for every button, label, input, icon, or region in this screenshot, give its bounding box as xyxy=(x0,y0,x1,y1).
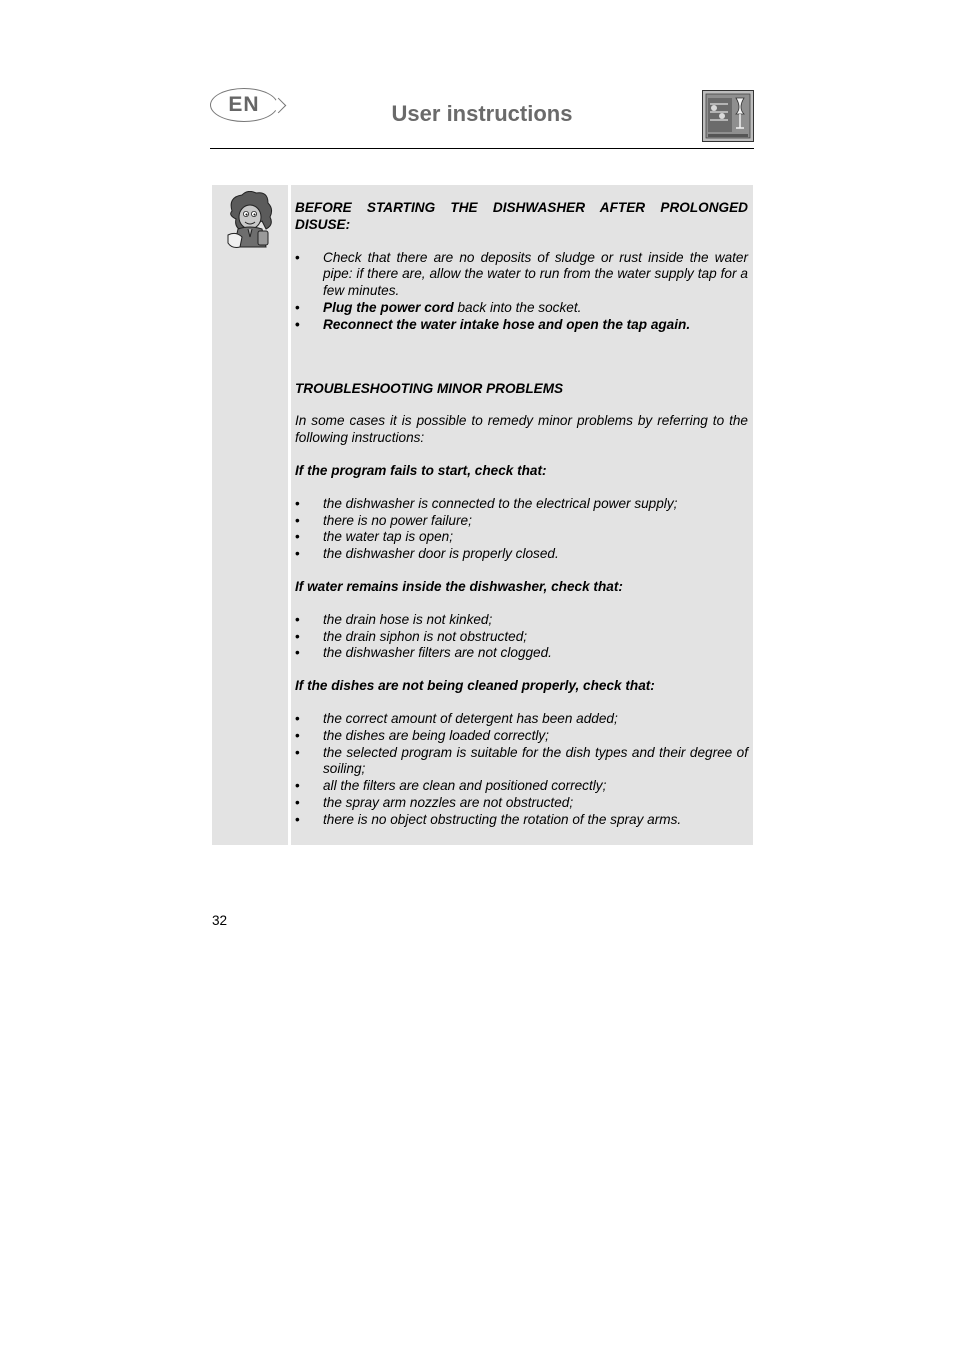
list-item: • Check that there are no deposits of sludge or rust inside the water pipe: if there are, allow the water to run from the water supply tap for a few minutes. xyxy=(295,250,748,300)
page-header xyxy=(210,88,754,148)
content-box xyxy=(212,185,753,845)
list-item: • there is no power failure; xyxy=(295,513,748,530)
section-title-troubleshooting: TROUBLESHOOTING MINOR PROBLEMS xyxy=(295,380,564,396)
list-item: • the dishes are being loaded correctly; xyxy=(295,728,748,745)
list-item: • Plug the power cord back into the socket. xyxy=(295,300,748,317)
language-code: EN xyxy=(228,93,260,116)
mascot-icon xyxy=(222,191,278,253)
list-item: • the drain siphon is not obstructed; xyxy=(295,629,748,646)
disuse-list xyxy=(295,250,748,334)
column-divider xyxy=(288,185,291,845)
page-title: User instructions xyxy=(391,101,573,126)
list-item: • all the filters are clean and positioned correctly; xyxy=(295,778,748,795)
dishwasher-icon xyxy=(702,90,754,142)
start-checks-list xyxy=(295,496,748,563)
list-item: • the selected program is suitable for the dish types and their degree of soiling; xyxy=(295,745,748,779)
group-heading-cleaning: If the dishes are not being cleaned properly, check that: xyxy=(295,678,655,694)
group-heading-start: If the program fails to start, check that: xyxy=(295,462,547,478)
sidebar-column xyxy=(212,185,288,845)
section-title-disuse: BEFORE STARTING THE DISHWASHER AFTER PROLONGED DISUSE: xyxy=(295,200,748,232)
troubleshooting-intro: In some cases it is possible to remedy minor problems by referring to the following instructions: xyxy=(295,413,748,446)
water-checks-list xyxy=(295,612,748,662)
list-item: • the correct amount of detergent has been added; xyxy=(295,711,748,728)
cleaning-checks-list xyxy=(295,711,748,829)
list-item: • the dishwasher door is properly closed. xyxy=(295,546,748,563)
list-item: • the spray arm nozzles are not obstructed; xyxy=(295,795,748,812)
text-column xyxy=(295,200,748,829)
list-item: • there is no object obstructing the rotation of the spray arms. xyxy=(295,812,748,829)
group-heading-water: If water remains inside the dishwasher, check that: xyxy=(295,578,623,594)
page-number: 32 xyxy=(212,913,228,928)
list-item: • Reconnect the water intake hose and open the tap again. xyxy=(295,317,748,334)
header-rule xyxy=(210,148,754,149)
list-item: • the dishwasher is connected to the electrical power supply; xyxy=(295,496,748,513)
list-item: • the drain hose is not kinked; xyxy=(295,612,748,629)
list-item: • the dishwasher filters are not clogged. xyxy=(295,645,748,662)
list-item: • the water tap is open; xyxy=(295,529,748,546)
